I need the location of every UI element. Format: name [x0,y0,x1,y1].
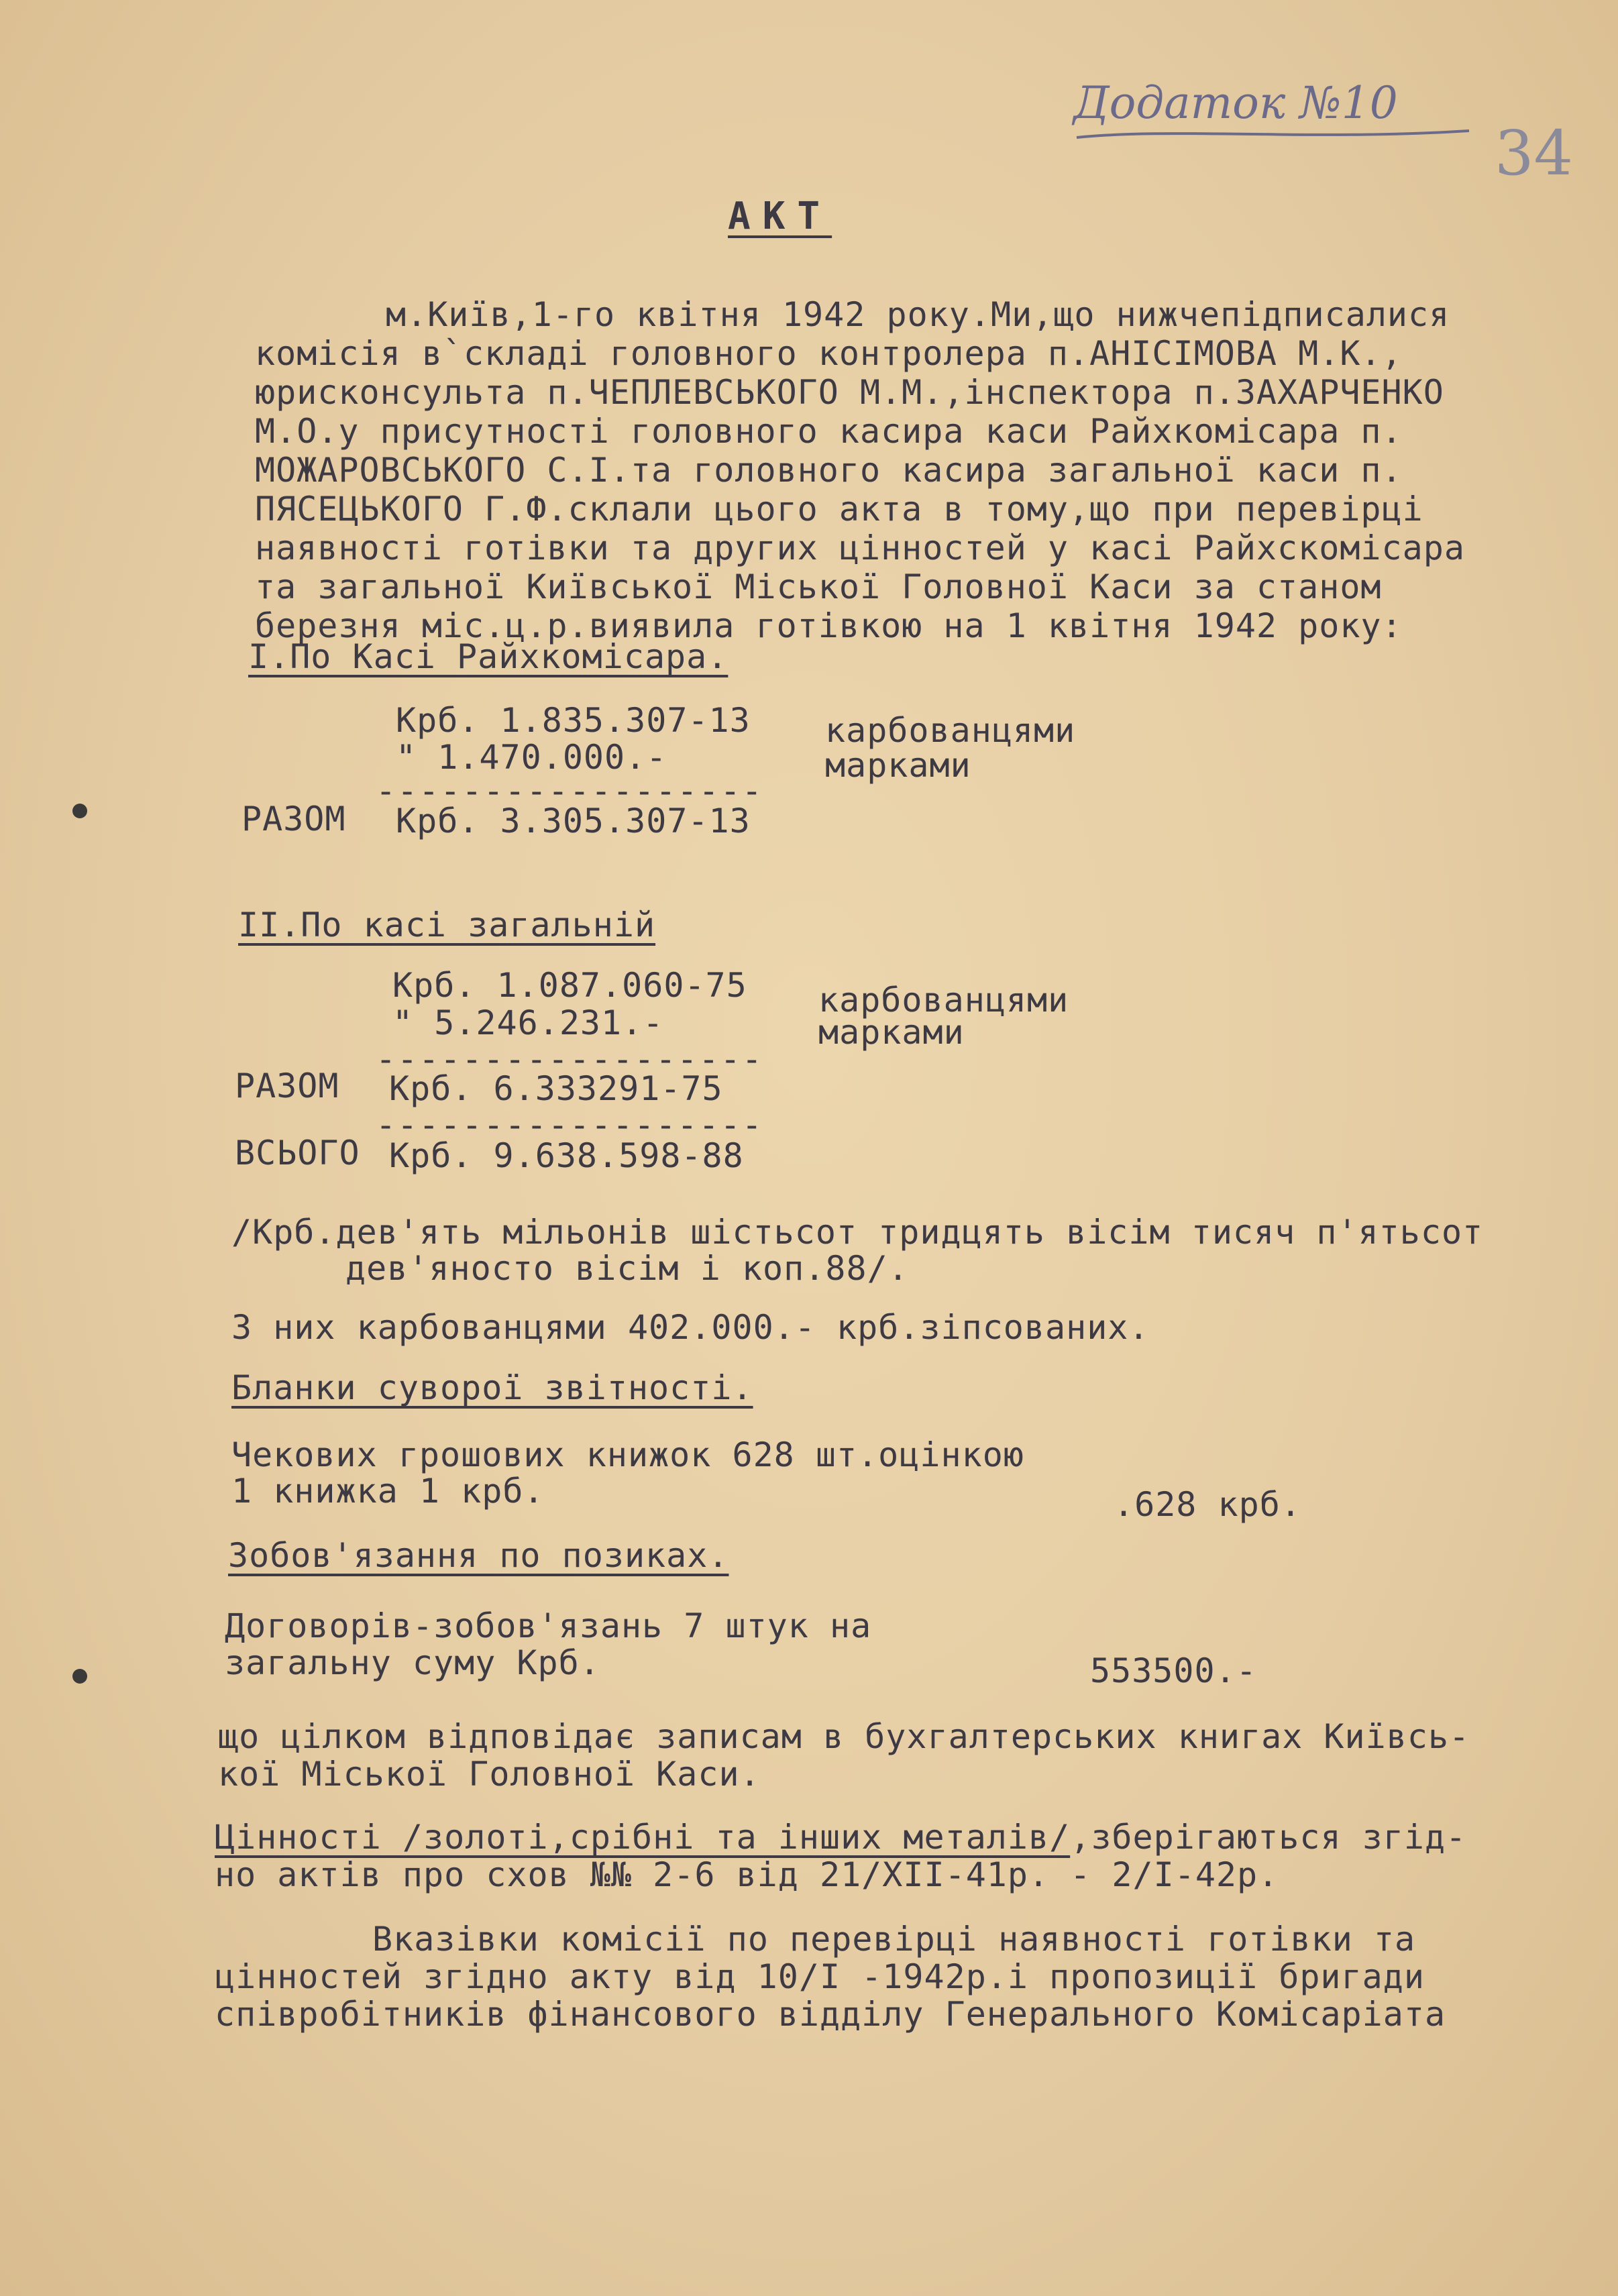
page-number: 34 [1495,117,1574,189]
valuables-line-2: но актів про схов №№ 2-6 від 21/ХІІ-41р. - 2/І-42р. [215,1855,1279,1894]
intro-line-2: комісія в`складі головного контролера п.АНІСІМОВА М.К., [255,334,1403,373]
intro-line-4: М.О.у присутності головного касира каси Райхкомісара п. [255,412,1403,451]
section1-amount-2: " 1.470.000.- [396,738,667,777]
instructions-line-1: Вказівки комісії по перевірці наявності готівки та [372,1920,1416,1959]
instructions-line-3: співробітників фінансового відділу Генерального Комісаріата [215,1995,1446,2034]
section2-amount-2: " 5.246.231.- [392,1003,664,1042]
obligations-line-2: загальну суму Крб. [225,1643,600,1682]
section2-kind-1: карбованцями [818,981,1069,1020]
section1-divider: ------------------ [376,771,763,810]
section2-amount-1: Крб. 1.087.060-75 [392,966,747,1005]
blanks-line-1: Чекових грошових книжок 628 шт.оцінкою [231,1435,1024,1474]
intro-line-5: МОЖАРОВСЬКОГО С.І.та головного касира загальної каси п. [255,451,1403,490]
conformity-line-1: що цілком відповідає записам в бухгалтерських книгах Київсь- [218,1717,1470,1756]
intro-line-8: та загальної Київської Міської Головної Каси за станом [255,567,1382,606]
valuables-line-1 [215,1818,1466,1857]
in-words-line-2: дев'яносто вісім і коп.88/. [345,1249,909,1288]
intro-line-9: березня міс.ц.р.виявила готівкою на 1 квітня 1942 року: [255,606,1403,645]
instructions-line-2: цінностей згідно акту від 10/І -1942р.і пропозиції бригади [215,1957,1425,1996]
blanks-heading: Бланки суворої звітності. [231,1368,753,1407]
section2-kind-2: марками [818,1013,965,1052]
section1-kind-1: карбованцями [825,711,1076,750]
obligations-heading: Зобов'язання по позиках. [228,1536,729,1575]
section2-heading: ІІ.По касі загальній [238,906,656,944]
valuables-rest: ,зберігаються згід- [1070,1818,1467,1857]
grand-total-label: ВСЬОГО [235,1134,360,1172]
section1-total-amount: Крб. 3.305.307-13 [396,802,751,840]
section2-divider: ------------------ [376,1040,763,1079]
section2-divider-2: ------------------ [376,1105,763,1144]
grand-total-amount: Крб. 9.638.598-88 [389,1136,744,1175]
blanks-amount: .628 крб. [1114,1485,1301,1524]
section1-amount-1: Крб. 1.835.307-13 [396,701,751,740]
appendix-note: Додаток №10 [1073,77,1398,129]
obligations-amount: 553500.- [1090,1651,1257,1690]
conformity-line-2: кої Міської Головної Каси. [218,1755,761,1794]
blanks-line-2: 1 книжка 1 крб. [231,1472,545,1511]
appendix-underline [1073,121,1476,148]
section2-total-amount: Крб. 6.333291-75 [389,1069,723,1108]
intro-line-7: наявності готівки та других цінностей у касі Райхскомісара [255,529,1465,567]
intro-line-1: м.Київ,1-го квітня 1942 року.Ми,що нижчепідписалися [386,295,1450,334]
section1-total-label: РАЗОМ [241,800,346,838]
punch-hole-top [72,804,87,818]
intro-line-6: ПЯСЕЦЬКОГО Г.Ф.склали цього акта в тому,що при перевірці [255,490,1423,529]
section1-heading: І.По Касі Райхкомісара. [248,637,729,676]
section2-total-label: РАЗОМ [235,1067,339,1105]
punch-hole-bottom [72,1669,87,1684]
document-title: АКТ [728,195,832,238]
of-them-line: З них карбованцями 402.000.- крб.зіпсованих. [231,1308,1150,1347]
valuables-heading: Цінності /золоті,срібні та інших металів/ [215,1818,1071,1857]
section1-kind-2: марками [825,746,971,785]
intro-line-3: юрисконсульта п.ЧЕПЛЕВСЬКОГО М.М.,інспектора п.ЗАХАРЧЕНКО [255,373,1444,412]
obligations-line-1: Договорів-зобов'язань 7 штук на [225,1606,872,1645]
in-words-line-1: /Крб.дев'ять мільонів шістьсот тридцять вісім тисяч п'ятьсот [231,1213,1484,1252]
